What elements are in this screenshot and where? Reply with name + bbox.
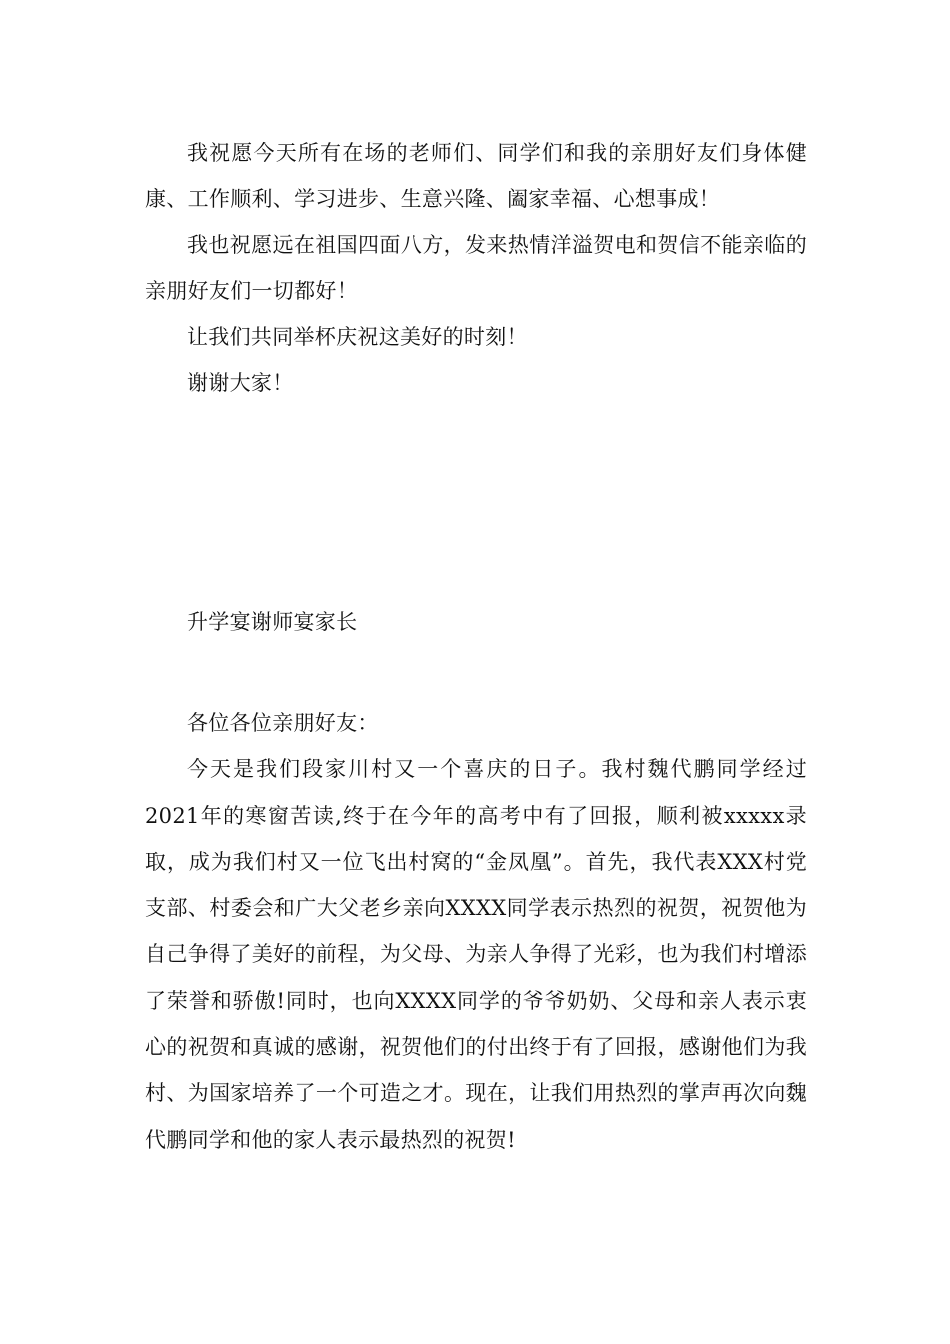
paragraph-wishes: 我祝愿今天所有在场的老师们、同学们和我的亲朋好友们身体健康、工作顺利、学习进步、生意兴隆、阖家幸福、心想事成！ xyxy=(145,141,807,211)
speech-body: 今天是我们段家川村又一个喜庆的日子。我村魏代鹏同学经过2021年的寒窗苦读,终于在今年的高考中有了回报，顺利被xxxxx录取，成为我们村又一位飞出村窝的“金凤凰”。首先，我代表XXX村党支部、村委会和广大父老乡亲向XXXX同学表示热烈的祝贺，祝贺他为自己争得了美好的前程，为父母、为亲人争得了光彩，也为我们村增添了荣誉和骄傲!同时，也向XXXX同学的爷爷奶奶、父母和亲人表示衷心的祝贺和真诚的感谢，祝贺他们的付出终于有了回报，感谢他们为我村、为国家培养了一个可造之才。现在，让我们用热烈的掌声再次向魏代鹏同学和他的家人表示最热烈的祝贺! xyxy=(145,757,807,1152)
section-title: 升学宴谢师宴家长 xyxy=(187,610,358,634)
paragraph-distant-friends: 我也祝愿远在祖国四面八方，发来热情洋溢贺电和贺信不能亲临的亲朋好友们一切都好！ xyxy=(145,233,807,303)
speech-section xyxy=(145,700,807,1163)
paragraph-thanks: 谢谢大家！ xyxy=(187,371,294,395)
section-title-block xyxy=(145,599,807,645)
closing-section xyxy=(145,130,807,406)
paragraph-toast: 让我们共同举杯庆祝这美好的时刻！ xyxy=(187,325,528,349)
greeting: 各位各位亲朋好友： xyxy=(187,711,379,735)
